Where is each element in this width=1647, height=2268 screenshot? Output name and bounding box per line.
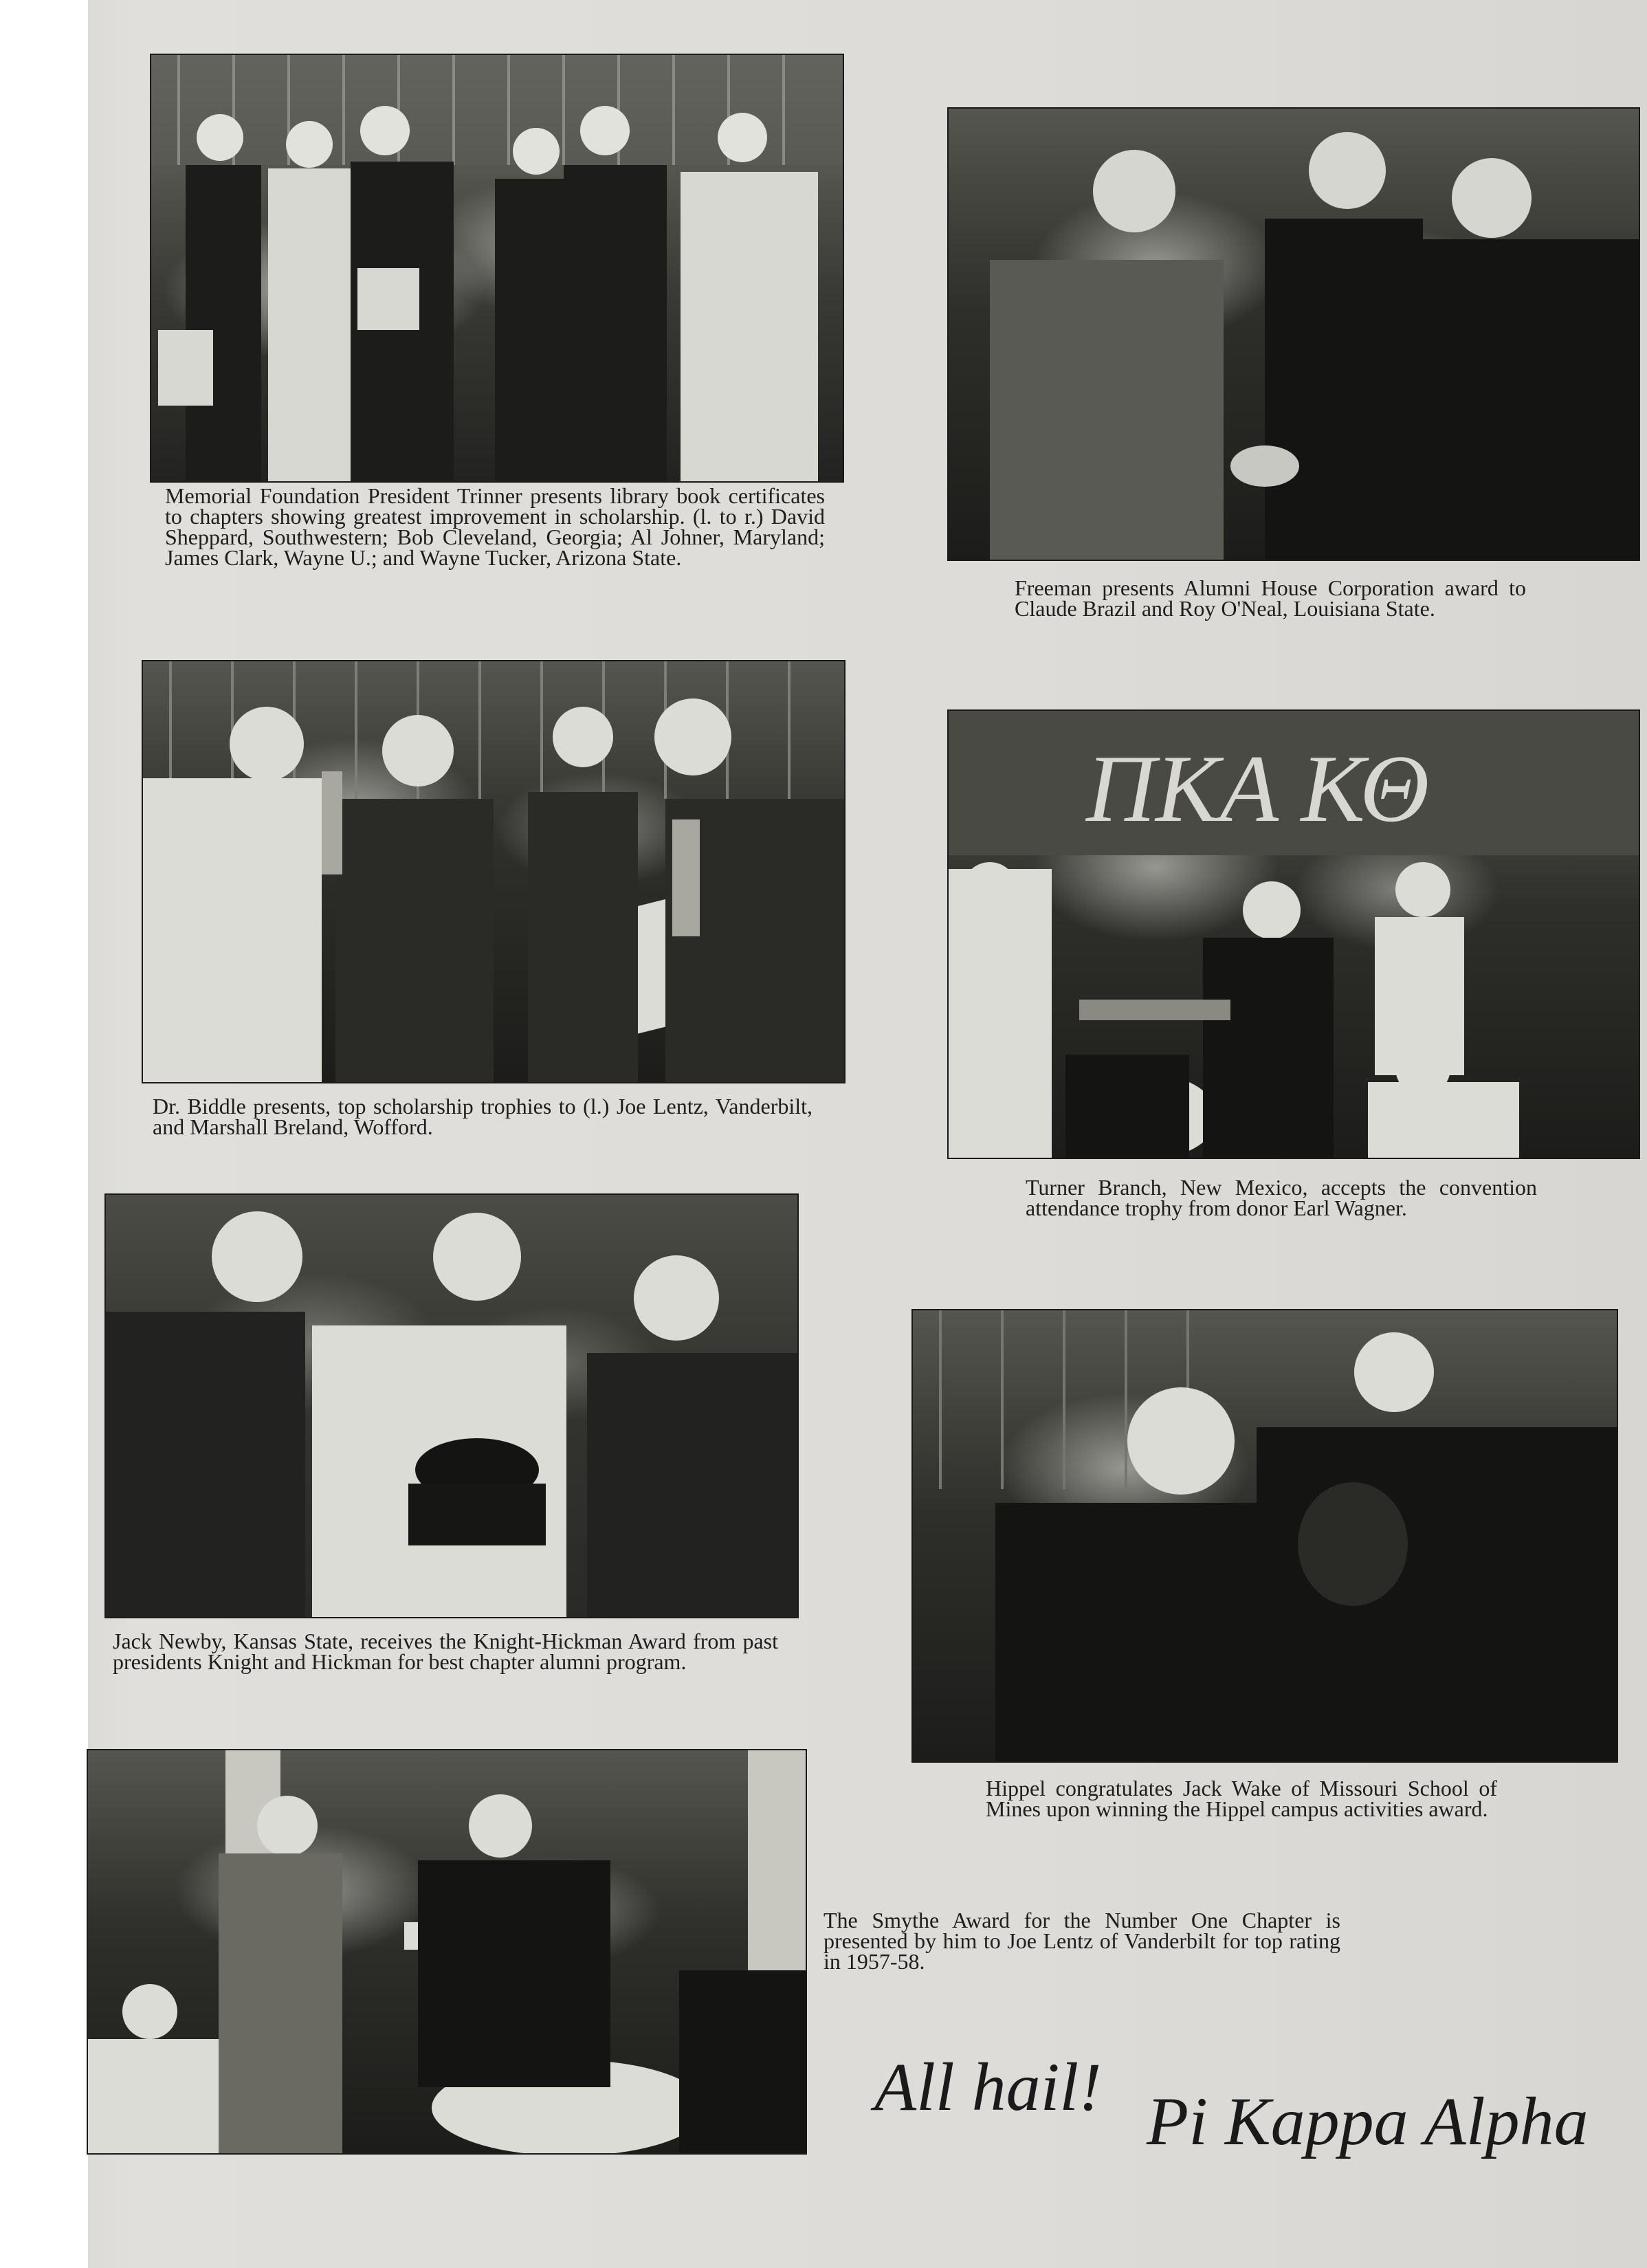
caption-alumni-house-award: Freeman presents Alumni House Corporation award to Claude Brazil and Roy O'Neal, Louisiana State. (1015, 575, 1526, 621)
caption-hippel-award: Hippel congratulates Jack Wake of Missouri School of Mines upon winning the Hippel campus activities award. (986, 1776, 1497, 1821)
banner-letters: ΠΚΑ ΚΘ (1086, 736, 1430, 842)
closing-pi-kappa-alpha: Pi Kappa Alpha (1147, 2083, 1589, 2159)
photo-library-certificates (150, 54, 844, 483)
caption-scholarship-trophies: Dr. Biddle presents, top scholarship trophies to (l.) Joe Lentz, Vanderbilt, and Marshall Breland, Wofford. (153, 1094, 813, 1139)
page-margin (0, 0, 88, 2268)
photo-smythe-award (87, 1749, 807, 2155)
photo-scholarship-trophies (142, 660, 845, 1083)
photo-hippel-award (911, 1309, 1618, 1763)
photo-knight-hickman-award (104, 1193, 799, 1618)
caption-attendance-trophy: Turner Branch, New Mexico, accepts the convention attendance trophy from donor Earl Wagner. (1026, 1175, 1537, 1220)
caption-smythe-award: The Smythe Award for the Number One Chapter is presented by him to Joe Lentz of Vanderbilt for top rating in 1957-58. (824, 1908, 1340, 1974)
caption-library-certificates: Memorial Foundation President Trinner presents library book certificates to chapters showing greatest improvement in scholarship. (l. to r.) David Sheppard, Southwestern; Bob Cleveland, Georgia; Al Johner, Maryland; James Clark, Wayne U.; and Wayne Tucker, Arizona State. (165, 483, 825, 570)
photo-alumni-house-award (947, 107, 1640, 561)
closing-all-hail: All hail! (874, 2049, 1102, 2125)
caption-knight-hickman-award: Jack Newby, Kansas State, receives the Knight-Hickman Award from past presidents Knight and Hickman for best chapter alumni program. (113, 1629, 778, 1674)
photo-attendance-trophy (947, 709, 1640, 1159)
